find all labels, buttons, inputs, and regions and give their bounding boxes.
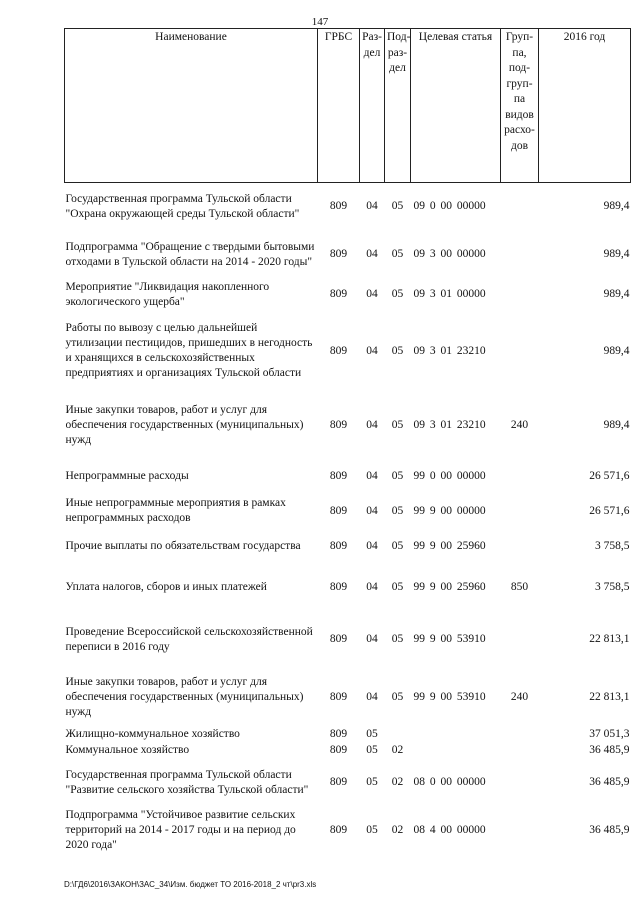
row-expense-type (501, 279, 539, 311)
row-target-article: 09 3 01 00000 (413, 288, 486, 300)
row-podrazdel: 02 (391, 776, 404, 788)
table-row (65, 759, 631, 807)
row-target-article: 99 9 00 25960 (413, 539, 486, 552)
row-sum: 36 485,9 (589, 776, 630, 788)
row-razdel: 04 (366, 504, 378, 517)
row-expense-type: 240 (510, 418, 529, 431)
header-expense-type: Груп- па, под- груп- па видов расхо- дов (501, 29, 539, 183)
row-sum: 989,4 (603, 200, 630, 213)
table-row (65, 231, 631, 279)
row-razdel: 04 (366, 633, 378, 645)
header-grbs: ГРБС (318, 29, 360, 183)
row-name: Подпрограмма "Обращение с твердыми бытовыми отходами в Тульской области на 2014 - 2020 годы" (65, 240, 315, 268)
row-target-article: 99 9 00 53910 (413, 633, 486, 645)
table-row (65, 392, 631, 459)
file-path-footer: D:\ГД6\2016\ЗАКОН\ЗАС_34\Изм. бюджет ТО 2016-2018_2 чт\pr3.xls (64, 880, 317, 889)
row-target-article: 09 3 00 00000 (413, 248, 486, 260)
table-row (65, 807, 631, 855)
table-row (65, 459, 631, 495)
row-target-article: 99 9 00 53910 (413, 691, 486, 703)
row-grbs: 809 (329, 470, 348, 482)
row-name: Подпрограмма "Устойчивое развитие сельских территорий на 2014 - 2017 годы и на период до 2020 года" (65, 809, 296, 851)
row-sum: 989,4 (603, 344, 630, 357)
row-grbs: 809 (329, 248, 348, 260)
row-razdel: 04 (366, 418, 378, 431)
table-row (65, 311, 631, 392)
table-header (65, 29, 631, 183)
row-razdel: 05 (366, 824, 378, 836)
row-grbs: 809 (329, 539, 348, 552)
row-expense-type (501, 759, 539, 807)
row-expense-type (501, 611, 539, 669)
row-grbs: 809 (329, 744, 348, 756)
row-razdel: 05 (366, 728, 378, 740)
row-grbs: 809 (329, 200, 348, 213)
table-row (65, 279, 631, 311)
row-grbs: 809 (329, 728, 348, 740)
row-podrazdel: 05 (391, 539, 404, 552)
row-sum: 989,4 (603, 248, 630, 260)
row-podrazdel: 05 (391, 200, 404, 213)
row-sum: 3 758,5 (595, 539, 630, 552)
table-row (65, 743, 631, 759)
row-sum: 989,4 (603, 288, 630, 300)
row-name: Уплата налогов, сборов и иных платежей (65, 581, 267, 593)
row-target-article (411, 743, 501, 759)
row-grbs: 809 (329, 691, 348, 703)
table-body (65, 183, 631, 855)
row-sum: 37 051,3 (589, 728, 630, 740)
table-row (65, 611, 631, 669)
row-podrazdel: 05 (391, 633, 404, 645)
row-name: Государственная программа Тульской области "Охрана окружающей среды Тульской области" (65, 192, 300, 220)
header-target-article: Целевая статья (411, 29, 501, 183)
row-podrazdel: 05 (391, 581, 404, 593)
row-podrazdel: 05 (391, 248, 404, 260)
row-grbs: 809 (329, 504, 348, 517)
row-grbs: 809 (329, 776, 348, 788)
row-grbs: 809 (329, 418, 348, 431)
row-sum: 26 571,6 (589, 504, 630, 517)
table-row (65, 669, 631, 727)
row-razdel: 04 (366, 581, 378, 593)
row-sum: 989,4 (603, 418, 630, 431)
row-name: Иные закупки товаров, работ и услуг для обеспечения государственных (муниципальных) нужд (65, 676, 304, 718)
row-razdel: 04 (366, 691, 378, 703)
row-expense-type (501, 311, 539, 392)
row-razdel: 04 (366, 288, 378, 300)
row-grbs: 809 (329, 344, 348, 357)
row-target-article: 08 0 00 00000 (413, 776, 486, 788)
row-target-article: 99 9 00 00000 (413, 504, 486, 517)
row-sum: 22 813,1 (589, 633, 630, 645)
row-target-article: 99 0 00 00000 (413, 470, 486, 482)
row-name: Жилищно-коммунальное хозяйство (65, 728, 240, 740)
row-expense-type: 850 (510, 581, 529, 593)
table-row (65, 528, 631, 565)
row-podrazdel: 02 (391, 824, 404, 836)
row-name: Коммунальное хозяйство (65, 744, 190, 756)
row-podrazdel: 05 (391, 418, 404, 431)
row-razdel: 04 (366, 344, 378, 357)
row-name: Иные непрограммные мероприятия в рамках непрограммных расходов (65, 497, 286, 524)
table-row (65, 565, 631, 611)
table-row (65, 495, 631, 528)
row-name: Проведение Всероссийской сельскохозяйственной переписи в 2016 году (65, 625, 313, 653)
row-target-article (411, 727, 501, 743)
header-name: Наименование (65, 29, 318, 183)
row-sum: 36 485,9 (589, 824, 630, 836)
row-expense-type (501, 183, 539, 231)
row-razdel: 05 (366, 744, 378, 756)
row-expense-type (501, 743, 539, 759)
row-expense-type (501, 807, 539, 855)
row-name: Иные закупки товаров, работ и услуг для обеспечения государственных (муниципальных) нужд (65, 403, 304, 446)
row-expense-type (501, 231, 539, 279)
row-name: Прочие выплаты по обязательствам государства (65, 539, 301, 552)
row-expense-type (501, 727, 539, 743)
row-sum: 3 758,5 (595, 581, 630, 593)
row-podrazdel: 05 (391, 344, 404, 357)
row-podrazdel (385, 727, 411, 743)
row-expense-type (501, 495, 539, 528)
row-name: Непрограммные расходы (65, 470, 189, 482)
row-sum: 22 813,1 (589, 691, 630, 703)
row-razdel: 04 (366, 539, 378, 552)
row-grbs: 809 (329, 288, 348, 300)
row-grbs: 809 (329, 581, 348, 593)
row-podrazdel: 05 (391, 504, 404, 517)
budget-table (64, 28, 631, 855)
row-expense-type: 240 (510, 691, 529, 703)
row-podrazdel: 05 (391, 288, 404, 300)
row-target-article: 08 4 00 00000 (413, 824, 486, 836)
row-podrazdel: 02 (391, 744, 404, 756)
row-podrazdel: 05 (391, 470, 404, 482)
row-target-article: 09 3 01 23210 (413, 344, 486, 357)
row-name: Государственная программа Тульской области "Развитие сельского хозяйства Тульской области" (65, 768, 309, 796)
row-expense-type (501, 459, 539, 495)
row-expense-type (501, 528, 539, 565)
row-target-article: 09 3 01 23210 (413, 418, 486, 431)
page-number: 147 (311, 16, 329, 28)
row-target-article: 99 9 00 25960 (413, 581, 486, 593)
header-razdel: Раз- дел (360, 29, 385, 183)
row-name: Мероприятие "Ликвидация накопленного экологического ущерба" (65, 280, 270, 308)
row-sum: 26 571,6 (589, 470, 630, 482)
row-razdel: 04 (366, 248, 378, 260)
table-row (65, 727, 631, 743)
row-target-article: 09 0 00 00000 (413, 200, 486, 213)
row-sum: 36 485,9 (589, 744, 630, 756)
header-year-2016: 2016 год (539, 29, 631, 183)
row-razdel: 05 (366, 776, 378, 788)
header-podrazdel: Под- раз- дел (385, 29, 411, 183)
budget-table-container (64, 28, 630, 855)
row-name: Работы по вывозу с целью дальнейшей утилизации пестицидов, пришедших в негодность и хранящихся в сельскохозяйственных предприятиях и организациях Тульской области (65, 322, 313, 379)
row-podrazdel: 05 (391, 691, 404, 703)
row-grbs: 809 (329, 633, 348, 645)
row-razdel: 04 (366, 200, 378, 213)
row-grbs: 809 (329, 824, 348, 836)
table-row (65, 183, 631, 231)
row-razdel: 04 (366, 470, 378, 482)
